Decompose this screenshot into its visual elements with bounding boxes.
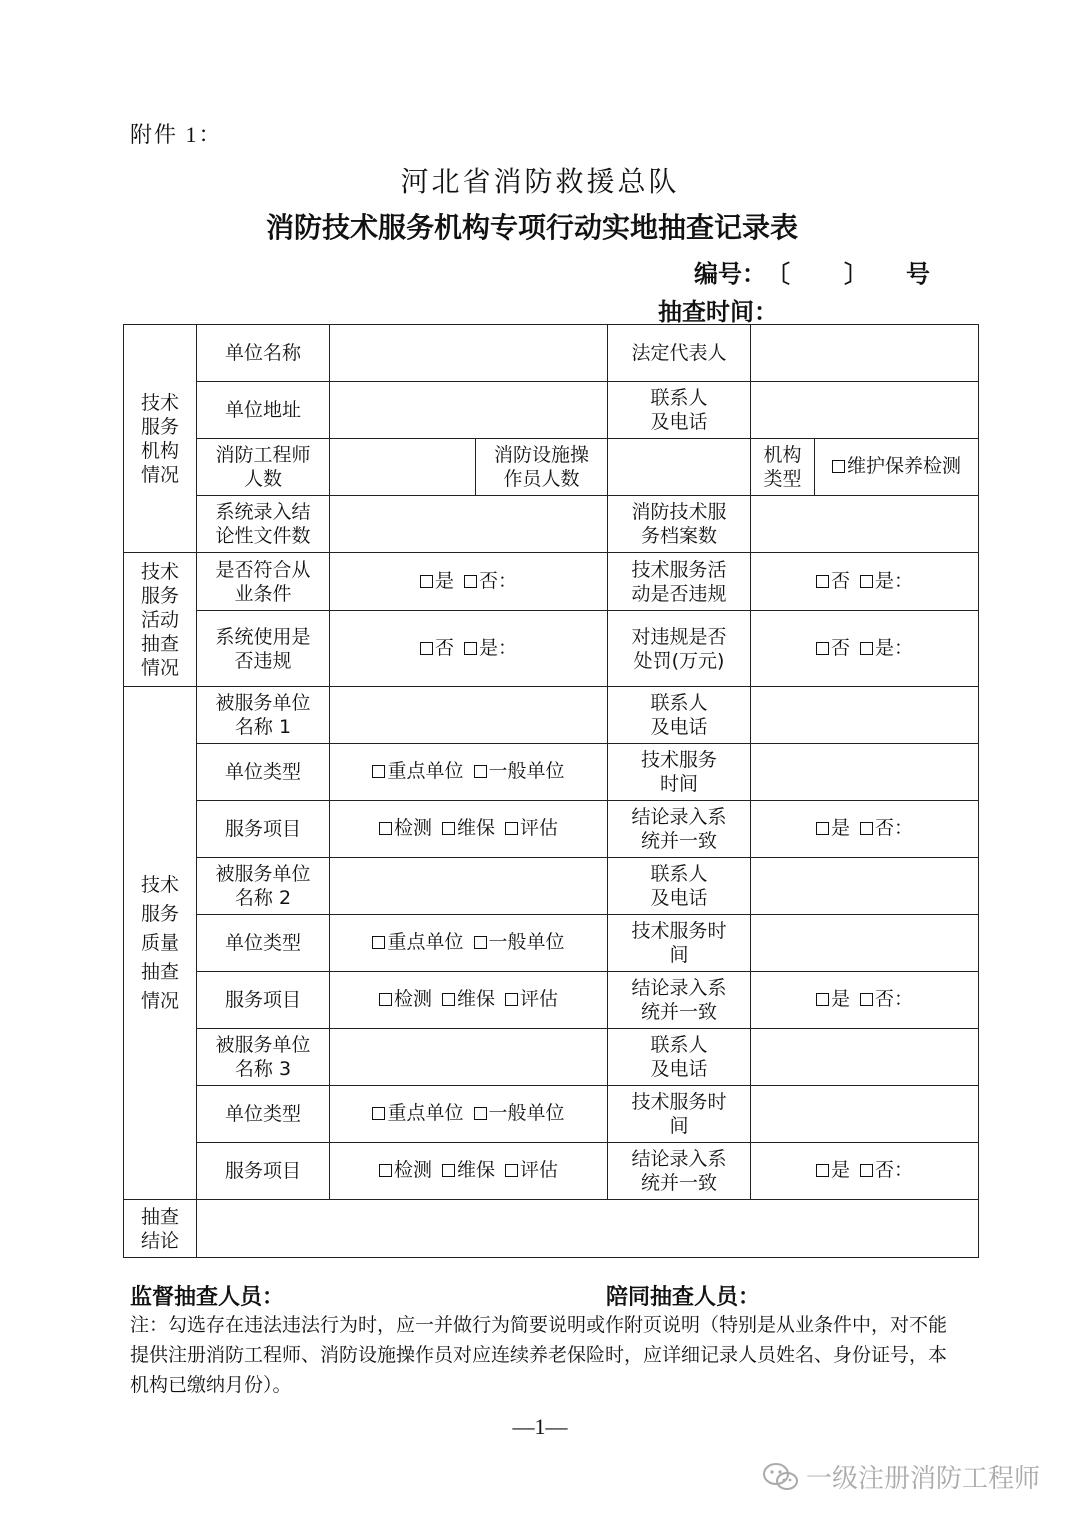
- conclusion-docs-field[interactable]: [330, 496, 608, 553]
- group-quality-check: 技术 服务 质量 抽查 情况: [124, 687, 197, 1200]
- served-unit-name-label: 被服务单位 名称 2: [197, 858, 330, 915]
- checkbox[interactable]: [816, 822, 829, 835]
- service-time-field[interactable]: [751, 1086, 979, 1143]
- service-time-label: 技术服务时 间: [608, 915, 751, 972]
- unit-type-options[interactable]: 重点单位 一般单位: [330, 915, 608, 972]
- accompany-label: 陪同抽查人员：: [606, 1285, 761, 1310]
- unit-type-label: 单位类型: [197, 915, 330, 972]
- checkbox[interactable]: [474, 1107, 487, 1120]
- checkbox[interactable]: [474, 936, 487, 949]
- legal-rep-label: 法定代表人: [608, 325, 751, 382]
- served-unit-name-field[interactable]: [330, 687, 608, 744]
- served-unit-name-field[interactable]: [330, 858, 608, 915]
- checkbox[interactable]: [379, 993, 392, 1006]
- attachment-label: 附件 1：: [130, 122, 223, 147]
- served-contact-field[interactable]: [751, 1029, 979, 1086]
- checkbox[interactable]: [442, 822, 455, 835]
- checkbox[interactable]: [505, 993, 518, 1006]
- contact-phone-field[interactable]: [751, 382, 979, 439]
- conclusion-field[interactable]: [197, 1200, 979, 1258]
- checkbox[interactable]: [464, 642, 477, 655]
- served-contact-field[interactable]: [751, 687, 979, 744]
- consistent-label: 结论录入系 统并一致: [608, 1143, 751, 1200]
- watermark: 一级注册消防工程师: [762, 1458, 1040, 1495]
- number-suffix: 号: [906, 260, 930, 288]
- consistent-label: 结论录入系 统并一致: [608, 972, 751, 1029]
- service-items-label: 服务项目: [197, 1143, 330, 1200]
- checkbox[interactable]: [816, 642, 829, 655]
- served-contact-label: 联系人 及电话: [608, 687, 751, 744]
- service-time-field[interactable]: [751, 744, 979, 801]
- checkbox[interactable]: [816, 993, 829, 1006]
- checkbox[interactable]: [832, 460, 845, 473]
- checkbox[interactable]: [860, 575, 873, 588]
- activity-violation-label: 技术服务活 动是否违规: [608, 553, 751, 611]
- unit-name-field[interactable]: [330, 325, 608, 382]
- served-contact-label: 联系人 及电话: [608, 858, 751, 915]
- consistent-options[interactable]: 是 否：: [751, 972, 979, 1029]
- operator-count-field[interactable]: [608, 439, 751, 496]
- served-unit-name-field[interactable]: [330, 1029, 608, 1086]
- checkbox[interactable]: [372, 936, 385, 949]
- unit-type-options[interactable]: 重点单位 一般单位: [330, 1086, 608, 1143]
- unit-address-label: 单位地址: [197, 382, 330, 439]
- meets-conditions-options[interactable]: 是 否：: [330, 553, 608, 611]
- checkbox[interactable]: [816, 575, 829, 588]
- contact-phone-label: 联系人 及电话: [608, 382, 751, 439]
- number-label: 编号：: [694, 260, 766, 288]
- organization-name: 河北省消防救援总队: [400, 167, 680, 198]
- footnote: 注：勾选存在违法违法行为时，应一并做行为简要说明或作附页说明（特别是从业条件中，对不能提供注册消防工程师、消防设施操作员对应连续养老保险时，应详细记录人员姓名、身份证号，本机构已缴纳月份）。: [130, 1314, 948, 1396]
- inspection-time-label: 抽查时间：: [658, 298, 778, 326]
- unit-type-options[interactable]: 重点单位 一般单位: [330, 744, 608, 801]
- engineer-count-field[interactable]: [330, 439, 476, 496]
- consistent-options[interactable]: 是 否：: [751, 801, 979, 858]
- unit-address-field[interactable]: [330, 382, 608, 439]
- unit-type-label: 单位类型: [197, 1086, 330, 1143]
- served-unit-name-label: 被服务单位 名称 3: [197, 1029, 330, 1086]
- checkbox[interactable]: [860, 1164, 873, 1177]
- checkbox[interactable]: [464, 575, 477, 588]
- number-open-bracket: 〔: [766, 260, 790, 288]
- service-items-options[interactable]: 检测 维保 评估: [330, 972, 608, 1029]
- unit-type-label: 单位类型: [197, 744, 330, 801]
- group-conclusion: 抽查 结论: [124, 1200, 197, 1258]
- consistent-label: 结论录入系 统并一致: [608, 801, 751, 858]
- service-items-options[interactable]: 检测 维保 评估: [330, 801, 608, 858]
- service-items-label: 服务项目: [197, 972, 330, 1029]
- service-items-label: 服务项目: [197, 801, 330, 858]
- checkbox[interactable]: [860, 822, 873, 835]
- page-number: —1—: [512, 1414, 568, 1439]
- service-archives-field[interactable]: [751, 496, 979, 553]
- supervisor-label: 监督抽查人员：: [130, 1285, 285, 1310]
- agency-type-option[interactable]: 维护保养检测: [815, 439, 979, 496]
- checkbox[interactable]: [420, 642, 433, 655]
- service-time-label: 技术服务 时间: [608, 744, 751, 801]
- form-title: 消防技术服务机构专项行动实地抽查记录表: [265, 211, 798, 244]
- served-unit-name-label: 被服务单位 名称 1: [197, 687, 330, 744]
- checkbox[interactable]: [372, 1107, 385, 1120]
- legal-rep-field[interactable]: [751, 325, 979, 382]
- conclusion-docs-label: 系统录入结 论性文件数: [197, 496, 330, 553]
- group-agency-info: 技术 服务 机构 情况: [124, 325, 197, 553]
- service-time-field[interactable]: [751, 915, 979, 972]
- checkbox[interactable]: [372, 765, 385, 778]
- system-violation-label: 系统使用是 否违规: [197, 611, 330, 687]
- agency-type-label: 机构 类型: [751, 439, 815, 496]
- service-archives-label: 消防技术服 务档案数: [608, 496, 751, 553]
- checkbox[interactable]: [442, 1164, 455, 1177]
- consistent-options[interactable]: 是 否：: [751, 1143, 979, 1200]
- checkbox[interactable]: [860, 993, 873, 1006]
- checkbox[interactable]: [505, 822, 518, 835]
- service-items-options[interactable]: 检测 维保 评估: [330, 1143, 608, 1200]
- penalty-label: 对违规是否 处罚(万元): [608, 611, 751, 687]
- operator-count-label: 消防设施操 作员人数: [476, 439, 608, 496]
- activity-violation-options[interactable]: 否 是：: [751, 553, 979, 611]
- checkbox[interactable]: [816, 1164, 829, 1177]
- wechat-icon: [762, 1462, 800, 1492]
- served-contact-label: 联系人 及电话: [608, 1029, 751, 1086]
- checkbox[interactable]: [860, 642, 873, 655]
- meets-conditions-label: 是否符合从 业条件: [197, 553, 330, 611]
- engineer-count-label: 消防工程师 人数: [197, 439, 330, 496]
- checkbox[interactable]: [474, 765, 487, 778]
- inspection-form-table: [123, 324, 979, 1258]
- checkbox[interactable]: [442, 993, 455, 1006]
- checkbox[interactable]: [505, 1164, 518, 1177]
- checkbox[interactable]: [420, 575, 433, 588]
- group-activity-check: 技术 服务 活动 抽查 情况: [124, 553, 197, 687]
- penalty-options[interactable]: 否 是：: [751, 611, 979, 687]
- served-contact-field[interactable]: [751, 858, 979, 915]
- unit-name-label: 单位名称: [197, 325, 330, 382]
- system-violation-options[interactable]: 否 是：: [330, 611, 608, 687]
- checkbox[interactable]: [379, 822, 392, 835]
- checkbox[interactable]: [379, 1164, 392, 1177]
- service-time-label: 技术服务时 间: [608, 1086, 751, 1143]
- number-close-bracket: 〕: [844, 260, 868, 288]
